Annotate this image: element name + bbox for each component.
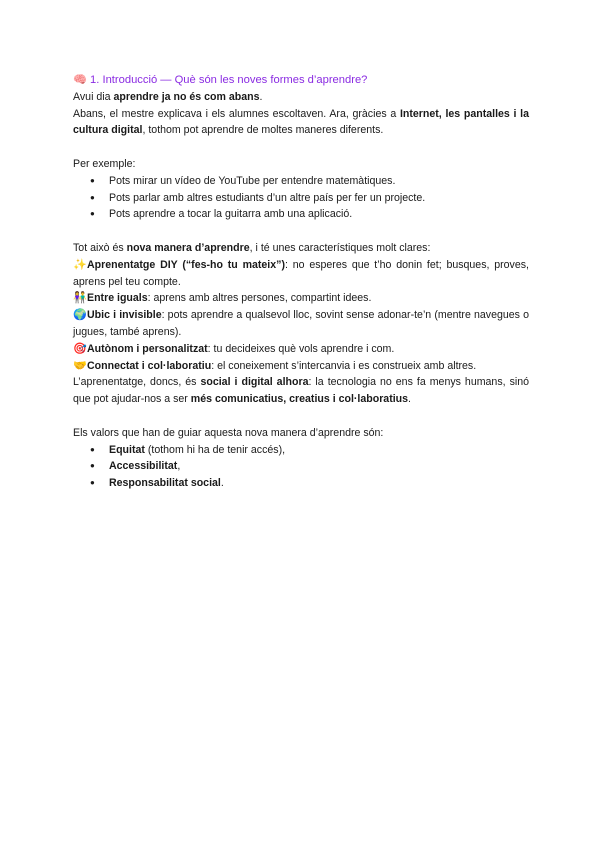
bold-run: social i digital alhora	[200, 376, 309, 389]
target-icon: 🎯	[73, 342, 87, 355]
characteristic-autonomous	[73, 341, 529, 358]
bold-run: Entre iguals	[87, 292, 148, 305]
list-item: ● Pots aprendre a tocar la guitarra amb una aplicació.	[90, 206, 529, 223]
characteristic-connected	[73, 358, 529, 375]
text-run: , tothom pot aprendre de moltes maneres diferents.	[142, 124, 384, 137]
spacer	[73, 408, 529, 425]
text-run: .	[220, 477, 224, 490]
characteristic-diy	[73, 257, 529, 291]
spacer	[73, 223, 529, 240]
text-run: .	[408, 393, 411, 406]
text-run: ,	[177, 460, 181, 473]
list-item: ● Pots parlar amb altres estudiants d’un altre país per fer un projecte.	[90, 190, 529, 207]
intro-paragraph-1	[73, 89, 529, 106]
bold-run: Accessibilitat	[109, 460, 178, 473]
bold-run: més comunicatius, creatius i col·laboratius	[190, 393, 409, 406]
examples-list	[73, 173, 529, 223]
bold-run: Connectat i col·laboratiu	[87, 359, 212, 372]
text-run: L’aprenentatge, doncs, és	[73, 376, 201, 389]
bold-run: Responsabilitat social	[109, 477, 221, 490]
list-item	[90, 475, 529, 492]
bold-run: aprendre ja no és com abans	[113, 90, 260, 103]
bold-run: Internet, les pantalles i la cultura digital	[73, 107, 529, 137]
text-run: Abans, el mestre explicava i els alumnes escoltaven. Ara, gràcies a	[73, 107, 400, 120]
intro-paragraph-2	[73, 106, 529, 140]
bold-run: Equitat	[109, 443, 145, 456]
values-list	[73, 442, 529, 492]
text-run: : pots aprendre a qualsevol lloc, sovint sense adonar-te’n (mentre navegues o jugues, també aprens).	[73, 309, 529, 338]
text-run: Avui dia	[73, 90, 114, 103]
values-label: Els valors que han de guiar aquesta nova manera d’aprendre són:	[73, 426, 384, 439]
text-run: , i té unes característiques molt clares:	[249, 241, 431, 254]
bold-run: nova manera d’aprendre	[126, 241, 250, 254]
list-item	[90, 442, 529, 459]
people-icon: 👫	[73, 292, 87, 305]
bold-run: Aprenentatge DIY (“fes-ho tu mateix”)	[87, 258, 285, 271]
text-run: : no esperes que t’ho donin fet; busques, proves, aprens pel teu compte.	[73, 258, 529, 288]
text-run: : aprens amb altres persones, compartint idees.	[147, 292, 372, 305]
document-body	[73, 72, 529, 492]
section-heading: 🧠 1. Introducció — Què són les noves formes d’aprendre?	[73, 74, 368, 86]
text-run: : tu decideixes què vols aprendre i com.	[207, 342, 395, 355]
globe-icon: 🌍	[73, 309, 87, 322]
bold-run: Autònom i personalitzat	[87, 342, 208, 355]
text-run: : la tecnologia no ens fa menys humans, sinó que pot ajudar-nos a ser	[73, 376, 530, 406]
text-run: Tot això és	[73, 241, 127, 254]
text-run: .	[259, 90, 263, 103]
sparkles-icon: ✨	[73, 258, 87, 271]
examples-label: Per exemple:	[73, 157, 136, 170]
characteristics-closing	[73, 374, 529, 408]
text-run: : el coneixement s’intercanvia i es construeix amb altres.	[211, 359, 477, 372]
bold-run: Ubic i invisible	[87, 309, 162, 322]
spacer	[73, 139, 529, 156]
characteristic-ubiquitous	[73, 307, 529, 341]
text-run: (tothom hi ha de tenir accés),	[144, 443, 286, 456]
characteristic-peers	[73, 290, 529, 307]
handshake-icon: 🤝	[73, 359, 87, 372]
list-item	[90, 458, 529, 475]
characteristics-intro	[73, 240, 529, 257]
list-item: ● Pots mirar un vídeo de YouTube per entendre matemàtiques.	[90, 173, 529, 190]
